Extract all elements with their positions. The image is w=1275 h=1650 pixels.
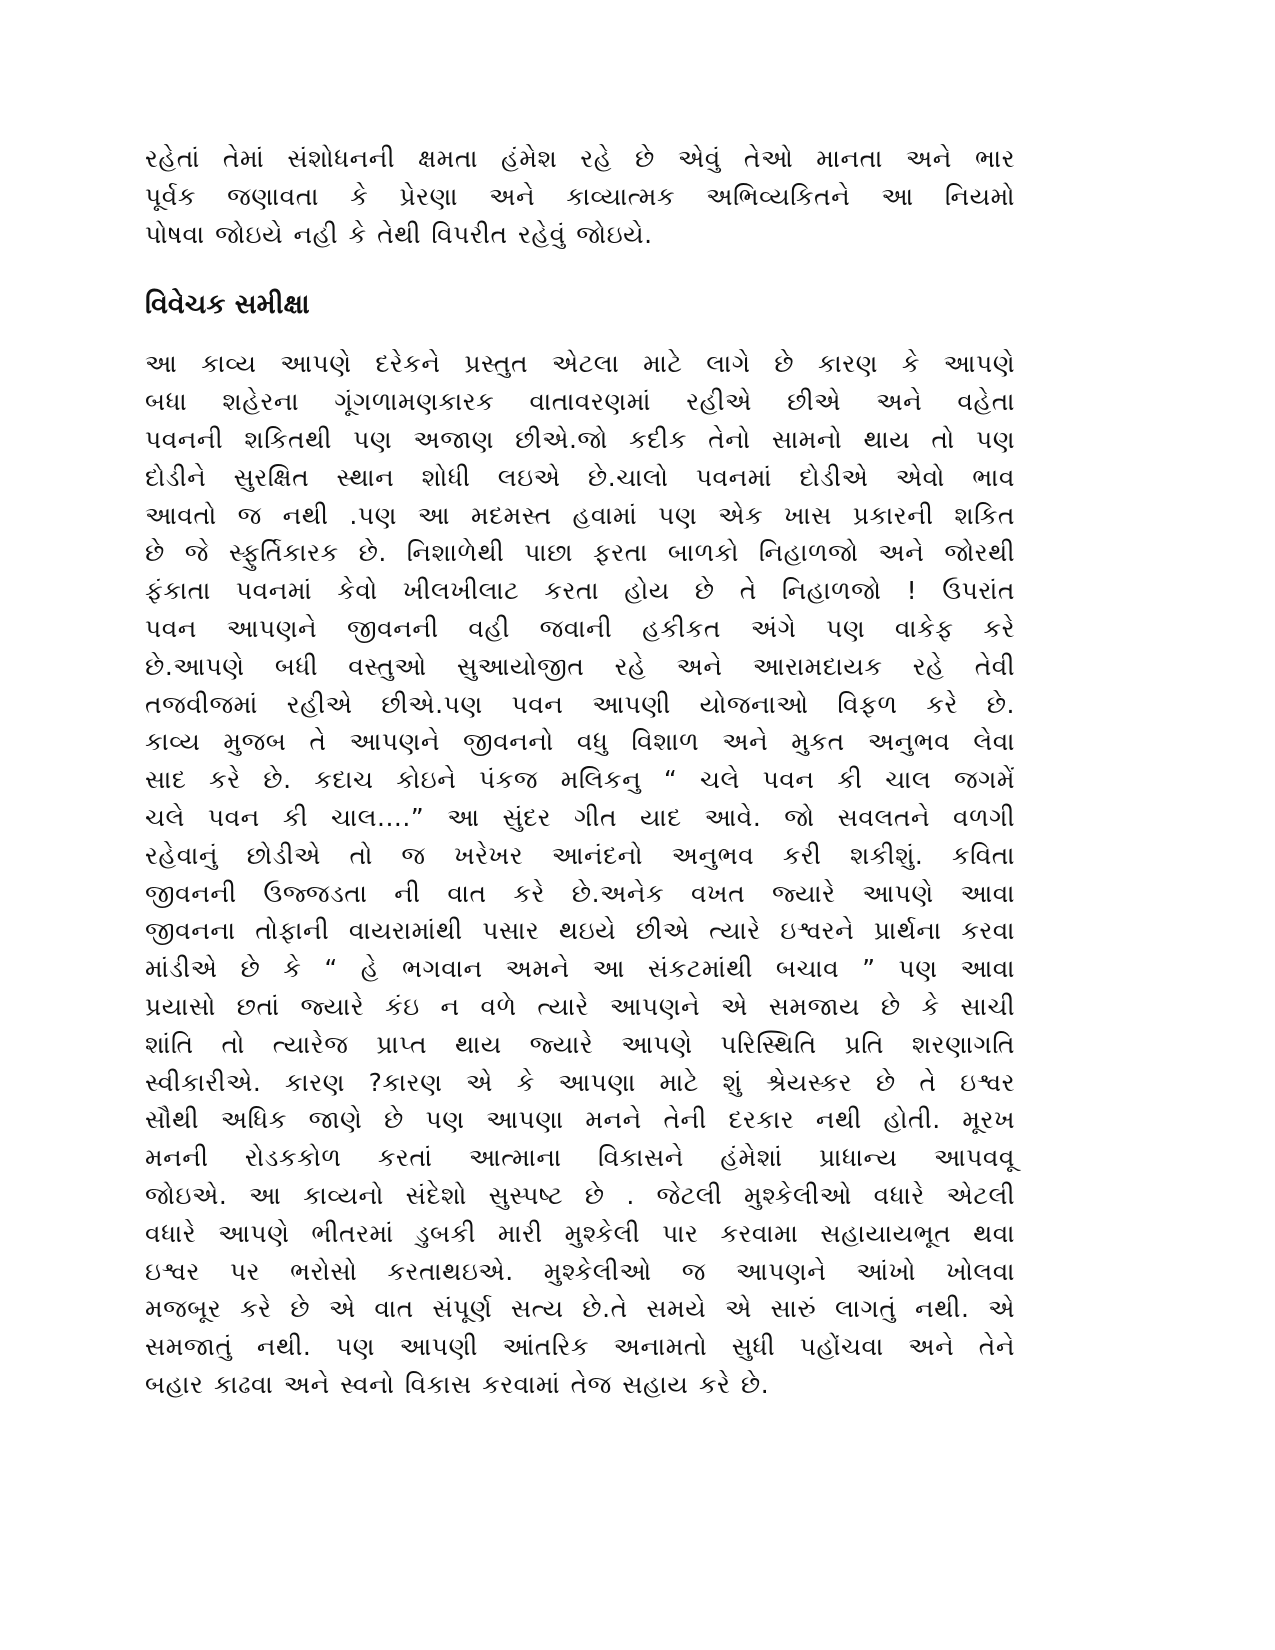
text-line: જીવનની ઉજ્જડતા ની વાત કરે છે.અનેક વખત જ્યારે આપણે આવા <box>145 878 1015 908</box>
review-paragraph <box>145 345 1015 1403</box>
text-line: રહેવાનું છોડીએ તો જ ખરેખર આનંદનો અનુભવ કરી શકીશું. કવિતા <box>145 840 1015 870</box>
text-line: છે.આપણે બધી વસ્તુઓ સુઆયોજીત રહે અને આરામદાયક રહે તેવી <box>145 651 1015 681</box>
text-line: ફંકાતા પવનમાં કેવો ખીલખીલાટ કરતા હોય છે તે નિહાળજો ! ઉપરાંત <box>145 576 1015 606</box>
text-line: માંડીએ છે કે “ હે ભગવાન અમને આ સંકટમાંથી બચાવ ” પણ આવા <box>145 954 1015 984</box>
text-line: મનની રોડકકોળ કરતાં આત્માના વિકાસને હંમેશાં પ્રાધાન્ય આપવવૂ <box>145 1143 1015 1173</box>
text-line: વધારે આપણે ભીતરમાં ડુબકી મારી મુશ્કેલી પાર કરવામા સહાયાયભૂત થવા <box>145 1218 1015 1248</box>
text-line: સાદ કરે છે. કદાચ કોઇને પંકજ મલિકનુ “ ચલે પવન કી ચાલ જગમેં <box>145 765 1015 795</box>
text-line: રહેતાં તેમાં સંશોધનની ક્ષમતા હંમેશ રહે છે એવું તેઓ માનતા અને ભાર <box>145 144 1015 173</box>
text-line: પ્રયાસો છતાં જ્યારે કંઇ ન વળે ત્યારે આપણને એ સમજાય છે કે સાચી <box>145 991 1015 1021</box>
text-line: છે જે સ્ફુર્તિકારક છે. નિશાળેથી પાછા ફરતા બાળકો નિહાળજો અને જોરથી <box>145 538 1015 568</box>
section-heading: વિવેચક સમીક્ષા <box>145 289 310 321</box>
text-line: આવતો જ નથી .પણ આ મદમસ્ત હવામાં પણ એક ખાસ પ્રકારની શકિત <box>145 500 1015 530</box>
text-line: મજબૂર કરે છે એ વાત સંપૂર્ણ સત્ય છે.તે સમયે એ સારું લાગતું નથી. એ <box>145 1294 1015 1324</box>
text-line: ચલે પવન કી ચાલ....” આ સુંદર ગીત યાદ આવે. જો સવલતને વળગી <box>145 802 1015 832</box>
text-line: સ્વીકારીએ. કારણ ?કારણ એ કે આપણા માટે શું શ્રેયસ્કર છે તે ઇશ્વર <box>145 1067 1015 1097</box>
text-line: ઇશ્વર પર ભરોસો કરતાથઇએ. મુશ્કેલીઓ જ આપણને આંખો ખોલવા <box>145 1256 1015 1286</box>
text-line: આ કાવ્ય આપણે દરેકને પ્રસ્તુત એટલા માટે લાગે છે કારણ કે આપણે <box>145 349 1015 379</box>
text-line: બધા શહેરના ગૂંગળામણકારક વાતાવરણમાં રહીએ છીએ અને વહેતા <box>145 387 1015 417</box>
text-line: સૌથી અધિક જાણે છે પણ આપણા મનને તેની દરકાર નથી હોતી. મૂરખ <box>145 1105 1015 1135</box>
text-line: તજવીજમાં રહીએ છીએ.પણ પવન આપણી યોજનાઓ વિફળ કરે છે. <box>145 689 1015 719</box>
text-line: જીવનના તોફાની વાયરામાંથી પસાર થઇયે છીએ ત્યારે ઇશ્વરને પ્રાર્થના કરવા <box>145 916 1015 946</box>
text-line: શાંતિ તો ત્યારેજ પ્રાપ્ત થાય જ્યારે આપણે પરિસ્થિતિ પ્રતિ શરણાગતિ <box>145 1029 1015 1059</box>
document-page <box>145 140 1015 1404</box>
text-line: જોઇએ. આ કાવ્યનો સંદેશો સુસ્પષ્ટ છે . જેટલી મુશ્કેલીઓ વધારે એટલી <box>145 1180 1015 1210</box>
text-line: પોષવા જોઇયે નહી કે તેથી વિપરીત રહેવું જોઇયે. <box>145 219 653 249</box>
text-line: દોડીને સુરક્ષિત સ્થાન શોધી લઇએ છે.ચાલો પવનમાં દોડીએ એવો ભાવ <box>145 462 1015 492</box>
text-line: કાવ્ય મુજબ તે આપણને જીવનનો વધુ વિશાળ અને મુકત અનુભવ લેવા <box>145 727 1015 757</box>
text-line: પવન આપણને જીવનની વહી જવાની હકીકત અંગે પણ વાકેફ કરે <box>145 613 1015 643</box>
text-line: પવનની શકિતથી પણ અજાણ છીએ.જો કદીક તેનો સામનો થાય તો પણ <box>145 424 1015 454</box>
intro-paragraph <box>145 140 1015 253</box>
text-line: બહાર કાઢવા અને સ્વનો વિકાસ કરવામાં તેજ સહાય કરે છે. <box>145 1369 770 1399</box>
text-line: સમજાતું નથી. પણ આપણી આંતરિક અનામતો સુધી પહોંચવા અને તેને <box>145 1332 1015 1362</box>
text-line: પૂર્વક જણાવતા કે પ્રેરણા અને કાવ્યાત્મક અભિવ્યકિતને આ નિયમો <box>145 181 1015 211</box>
